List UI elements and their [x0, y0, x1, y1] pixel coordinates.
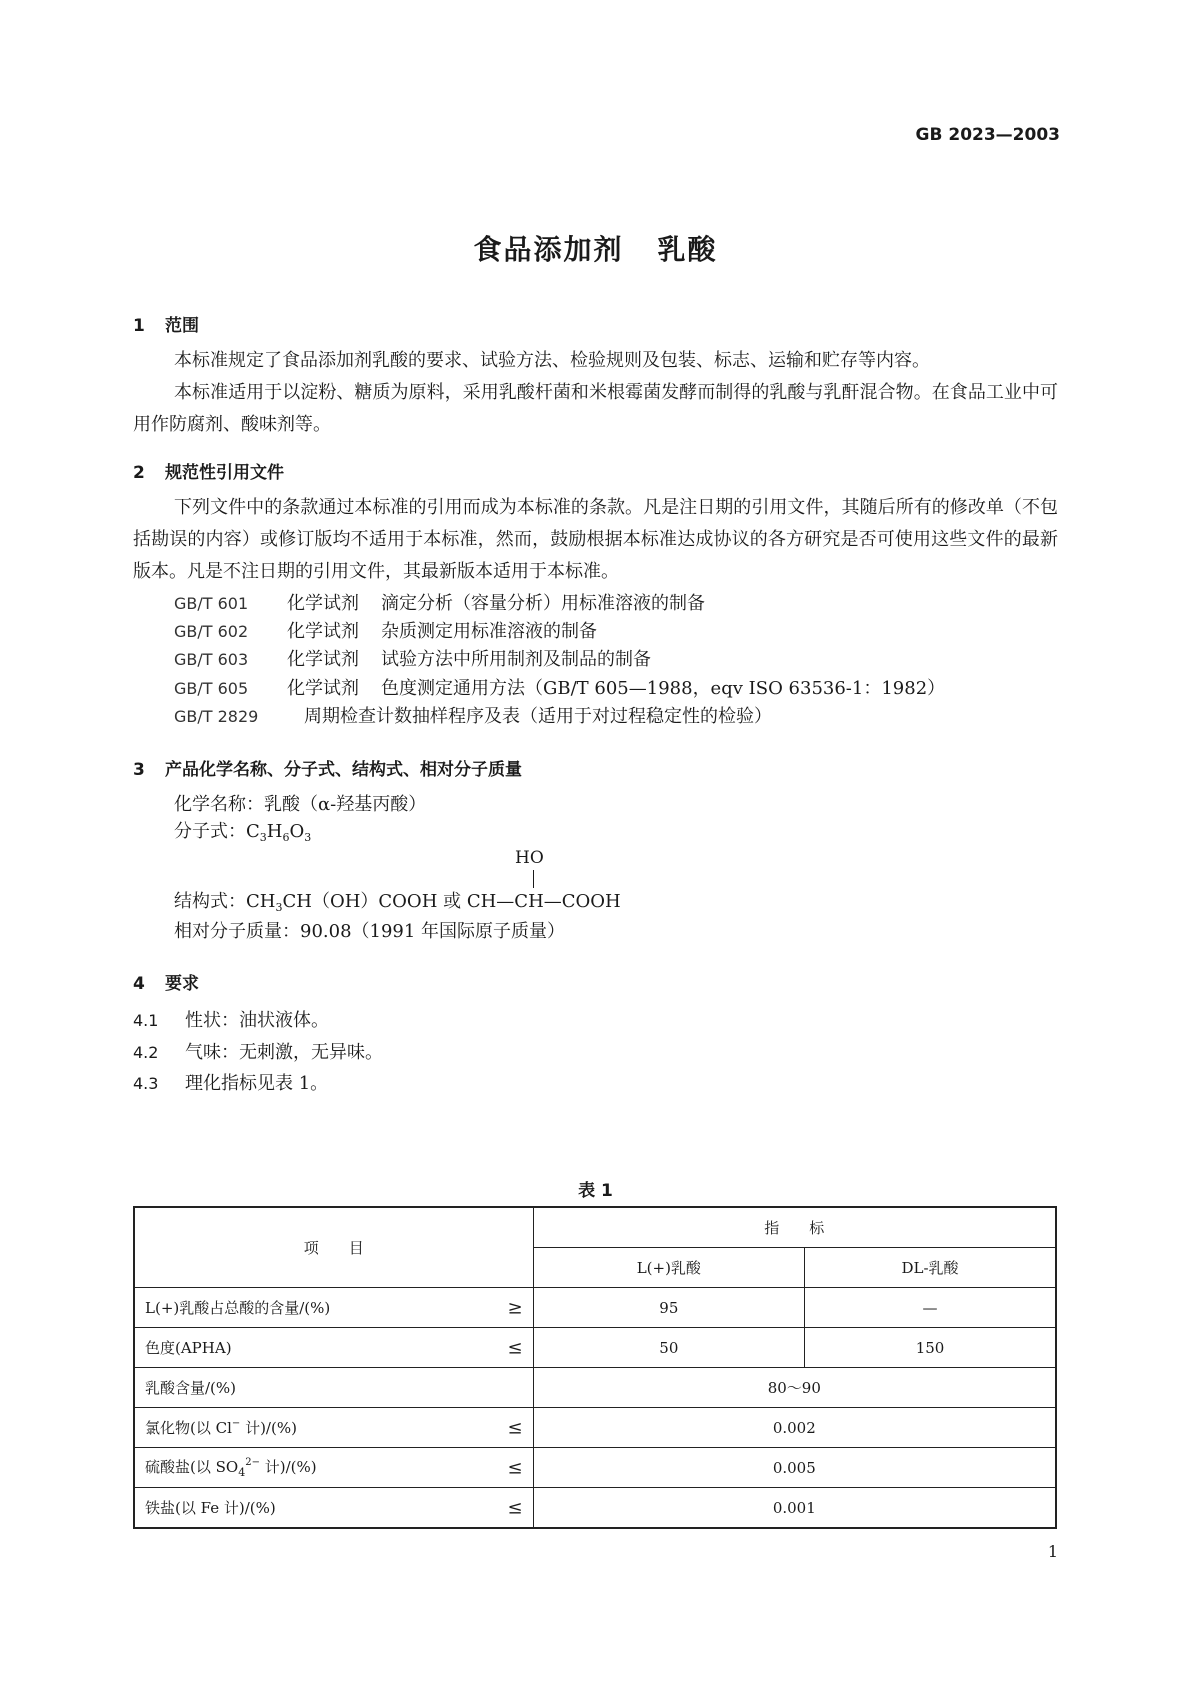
reference-title: 杂质测定用标准溶液的制备 — [381, 621, 597, 642]
reference-item — [174, 617, 597, 643]
row-label — [145, 1457, 317, 1479]
row-label-text: 计)/(%) — [259, 1458, 317, 1476]
comparison-sign: ≤ — [507, 1337, 523, 1358]
row-value-l: 95 — [533, 1288, 804, 1328]
structure-label: 结构式： — [174, 891, 246, 912]
comparison-sign: ≥ — [507, 1297, 523, 1318]
section-title: 规范性引用文件 — [165, 463, 284, 483]
requirement-text: 气味：无刺激，无异味。 — [185, 1042, 383, 1063]
row-label-text: 硫酸盐(以 SO — [145, 1458, 239, 1476]
formula-count: 6 — [282, 831, 290, 844]
section-title: 要求 — [165, 974, 199, 994]
comparison-sign: ≤ — [507, 1417, 523, 1438]
requirement-text: 性状：油状液体。 — [185, 1010, 329, 1031]
molecular-formula — [174, 817, 311, 844]
title-part2: 乳酸 — [657, 233, 718, 266]
structure-part: CH（OH）COOH 或 CH—CH—COOH — [282, 891, 621, 912]
row-item — [134, 1488, 533, 1529]
row-label: L(+)乳酸占总酸的含量/(%) — [145, 1299, 331, 1317]
reference-code: GB/T 603 — [174, 650, 249, 669]
section-number: 4 — [133, 974, 145, 994]
comparison-sign: ≤ — [507, 1457, 523, 1478]
formula-count: 3 — [304, 831, 312, 844]
page-number: 1 — [1047, 1542, 1058, 1561]
row-item — [134, 1288, 533, 1328]
formula-count: 3 — [259, 831, 267, 844]
requirement-item — [133, 1006, 329, 1032]
row-label-subscript: 4 — [238, 1466, 246, 1479]
title-part1: 食品添加剂 — [473, 233, 624, 266]
row-value-merged: 80～90 — [533, 1368, 1056, 1408]
header-l-lactic: L(+)乳酸 — [533, 1248, 804, 1288]
requirement-number: 4.2 — [133, 1043, 159, 1062]
section-1-paragraph-2: 本标准适用于以淀粉、糖质为原料，采用乳酸杆菌和米根霉菌发酵而制得的乳酸与乳酐混合物。在食品工业中可用作防腐剂、酸味剂等。 — [133, 382, 1058, 435]
section-3-heading — [133, 755, 522, 780]
reference-category: 化学试剂 — [287, 593, 359, 614]
row-label-text: 计)/(%) — [240, 1419, 297, 1437]
row-label: 铁盐(以 Fe 计)/(%) — [145, 1499, 276, 1517]
table-row — [134, 1448, 1056, 1488]
table-row — [134, 1368, 1056, 1408]
comparison-sign: ≤ — [507, 1497, 523, 1518]
section-1-heading — [133, 311, 199, 336]
table-row — [134, 1328, 1056, 1368]
section-number: 3 — [133, 760, 145, 780]
table-header-row — [134, 1207, 1056, 1248]
row-value-merged: 0.005 — [533, 1448, 1056, 1488]
row-value-merged: 0.002 — [533, 1408, 1056, 1448]
chemical-name: 化学名称：乳酸（α-羟基丙酸） — [174, 794, 427, 815]
row-value-dl: — — [805, 1288, 1056, 1328]
structure-bond — [533, 870, 534, 888]
reference-item — [174, 702, 772, 728]
standard-number: GB 2023—2003 — [915, 125, 1060, 145]
row-label-text: 氯化物(以 Cl — [145, 1419, 232, 1437]
section-1-paragraph-1: 本标准规定了食品添加剂乳酸的要求、试验方法、检验规则及包装、标志、运输和贮存等内容。 — [174, 350, 930, 371]
structure-count: 3 — [275, 901, 283, 914]
formula-atom: O — [289, 821, 305, 842]
table-row — [134, 1488, 1056, 1529]
row-label: 乳酸含量/(%) — [145, 1379, 237, 1397]
reference-category: 化学试剂 — [287, 678, 359, 699]
row-value-dl: 150 — [805, 1328, 1056, 1368]
formula-atom: H — [266, 821, 283, 842]
table-row — [134, 1408, 1056, 1448]
structure-hydroxyl: HO — [515, 848, 544, 868]
reference-code: GB/T 601 — [174, 594, 249, 613]
reference-category: 化学试剂 — [287, 649, 359, 670]
reference-code: GB/T 2829 — [174, 707, 259, 726]
section-2-paragraph: 下列文件中的条款通过本标准的引用而成为本标准的条款。凡是注日期的引用文件，其随后所有的修改单（不包括勘误的内容）或修订版均不适用于本标准，然而，鼓励根据本标准达成协议的各方研究是否可使用这些文件的最新版本。凡是不注日期的引用文件，其最新版本适用于本标准。 — [133, 497, 1058, 582]
header-item: 项 目 — [134, 1207, 533, 1288]
requirement-number: 4.1 — [133, 1011, 159, 1030]
requirement-text: 理化指标见表 1。 — [185, 1073, 329, 1094]
row-value-merged: 0.001 — [533, 1488, 1056, 1529]
reference-category: 化学试剂 — [287, 621, 359, 642]
row-label-superscript: − — [231, 1418, 241, 1429]
structure-part: CH — [246, 891, 276, 912]
row-item — [134, 1368, 533, 1408]
requirement-item — [133, 1038, 383, 1064]
reference-title: 试验方法中所用制剂及制品的制备 — [381, 649, 651, 670]
page-title — [0, 228, 1191, 268]
reference-item — [174, 674, 945, 700]
row-item — [134, 1408, 533, 1448]
requirement-item — [133, 1069, 328, 1095]
reference-item — [174, 589, 705, 615]
row-item — [134, 1448, 533, 1488]
row-value-l: 50 — [533, 1328, 804, 1368]
section-4-heading — [133, 969, 199, 994]
reference-code: GB/T 602 — [174, 622, 249, 641]
formula-label: 分子式： — [174, 821, 246, 842]
header-dl-lactic: DL-乳酸 — [805, 1248, 1056, 1288]
section-2-heading — [133, 458, 284, 483]
reference-title: 滴定分析（容量分析）用标准溶液的制备 — [381, 593, 705, 614]
row-item — [134, 1328, 533, 1368]
row-label-superscript: 2− — [245, 1457, 260, 1468]
requirement-number: 4.3 — [133, 1074, 159, 1093]
table-row — [134, 1288, 1056, 1328]
reference-code: GB/T 605 — [174, 679, 249, 698]
table-caption: 表 1 — [578, 1181, 613, 1201]
row-label: 色度(APHA) — [145, 1339, 232, 1357]
molecular-mass: 相对分子质量：90.08（1991 年国际原子质量） — [174, 921, 566, 942]
reference-item — [174, 645, 651, 671]
reference-title: 周期检查计数抽样程序及表（适用于对过程稳定性的检验） — [304, 706, 772, 727]
formula-atom: C — [246, 821, 260, 842]
section-number: 2 — [133, 463, 145, 483]
row-label — [145, 1419, 297, 1437]
reference-title: 色度测定通用方法（GB/T 605—1988，eqv ISO 63536-1：1982） — [381, 678, 946, 699]
section-title: 范围 — [165, 316, 199, 336]
table-1 — [133, 1206, 1057, 1529]
section-number: 1 — [133, 316, 145, 336]
header-index: 指 标 — [533, 1207, 1056, 1248]
structural-formula — [174, 887, 621, 914]
section-title: 产品化学名称、分子式、结构式、相对分子质量 — [165, 760, 522, 780]
